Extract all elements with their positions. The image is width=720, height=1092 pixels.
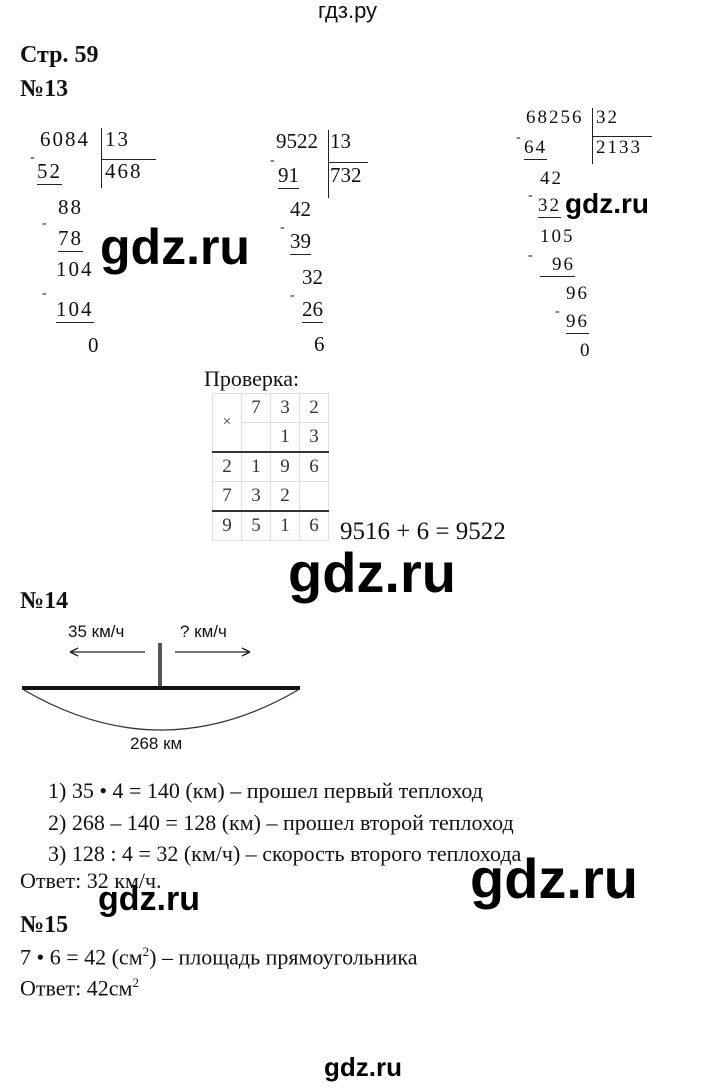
solution-line: 3) 128 : 4 = 32 (км/ч) – скорость второго теплохода [48,841,522,866]
answer-15 [20,975,139,1001]
dividend: 9522 [276,129,318,153]
watermark: gdz.ru [565,188,649,219]
divisor: 13 [105,127,130,151]
cell: 1 [271,423,300,453]
cell: 9 [271,452,300,482]
cell: 1 [271,511,300,541]
cell: 6 [300,452,329,482]
solution-line: 2) 268 – 140 = 128 (км) – прошел второй теплоход [48,810,514,835]
task-13-title: №13 [20,76,69,102]
check-result: 9516 + 6 = 9522 [340,518,506,545]
cell: 2 [271,482,300,512]
dividend: 68256 [526,107,584,128]
divisor: 32 [596,107,619,128]
page-label: Стр. 59 [20,42,99,68]
speed-right: ? км/ч [180,622,227,641]
answer-14: Ответ: 32 км/ч. [20,868,162,893]
step: 39 [290,229,311,253]
multiply-sign: × [213,394,242,453]
distance-label: 268 км [130,734,183,753]
check-multiplication-table [212,393,329,541]
step: 91 [278,163,299,187]
cell [242,423,271,453]
step: 26 [302,297,323,321]
quotient: 2133 [596,137,642,158]
cell: 2 [300,394,329,423]
watermark: gdz.ru [98,880,200,918]
step: 78 [58,226,83,250]
watermark: gdz.ru [288,541,456,604]
text: 7 • 6 = 42 (см [20,944,143,970]
superscript: 2 [132,975,139,990]
text: Ответ: 42см [20,975,133,1001]
step: 96 [540,254,575,277]
speed-left: 35 км/ч [68,622,125,641]
step: 64 [524,137,547,158]
solution-15 [20,944,417,970]
step: 0 [580,340,592,361]
task-15-title: №15 [20,912,69,938]
superscript: 2 [142,944,150,959]
cell: 3 [242,482,271,512]
step: 0 [88,333,101,357]
cell: 2 [213,452,242,482]
cell: 7 [242,394,271,423]
cell: 5 [242,511,271,541]
step: 104 [56,297,94,321]
quotient: 468 [105,159,143,183]
divisor: 13 [330,129,351,153]
step: 32 [538,195,561,216]
text: ) – площадь прямоугольника [149,944,418,970]
step: 52 [37,159,62,183]
watermark: gdz.ru [470,847,638,910]
quotient: 732 [330,163,362,187]
cell: 3 [300,423,329,453]
step: 105 [540,226,575,247]
cell [300,482,329,512]
watermark: gdz.ru [324,1052,402,1082]
step: 104 [56,257,94,281]
step: 42 [290,197,311,221]
step: 96 [566,283,589,304]
task-14-title: №14 [20,588,69,614]
cell: 1 [242,452,271,482]
dividend: 6084 [40,127,90,151]
site-header: гдз.ру [318,0,378,23]
step: 42 [540,168,563,189]
check-label: Проверка: [204,366,300,391]
solution-line: 1) 35 • 4 = 140 (км) – прошел первый теплоход [48,778,483,803]
step: 32 [302,265,323,289]
step: 88 [58,195,83,219]
cell: 7 [213,482,242,512]
cell: 6 [300,511,329,541]
watermark: gdz.ru [100,219,250,275]
step: 96 [566,311,589,332]
distance-diagram [0,640,320,740]
page: гдз.ру Стр. 59 №13 6084 13 468 - 52 88 - 78 104 - 104 0 9522 13 732 - 91 42 - 39 32 - 26 6 68256 32 2133 - 64 42 - 32 105 - 96 96 - 96 0 Проверка: × 7 3 2 1 3 2 1 9 6 7 3 2 9 5 1 6 9516 + 6 = 9522 №14 35 км/ч ? км/ч 268 км 1) 35 • 4 = 140 (км) – прошел первый теплоход 2) 268 – 140 = 128 (км) – прошел второй теплоход 3) 128 : 4 = 32 (км/ч) – скорость второго теплохода Ответ: 32 км/ч. №15 7 • 6 = 42 $(см^2)$ – площадь прямоугольника Ответ: $42см^2$ gdz.ru gdz.ru gdz.ru gdz.ru gdz.ru gdz.ru [0,0,720,1092]
cell: 9 [213,511,242,541]
cell: 3 [271,394,300,423]
step: 6 [314,332,325,356]
